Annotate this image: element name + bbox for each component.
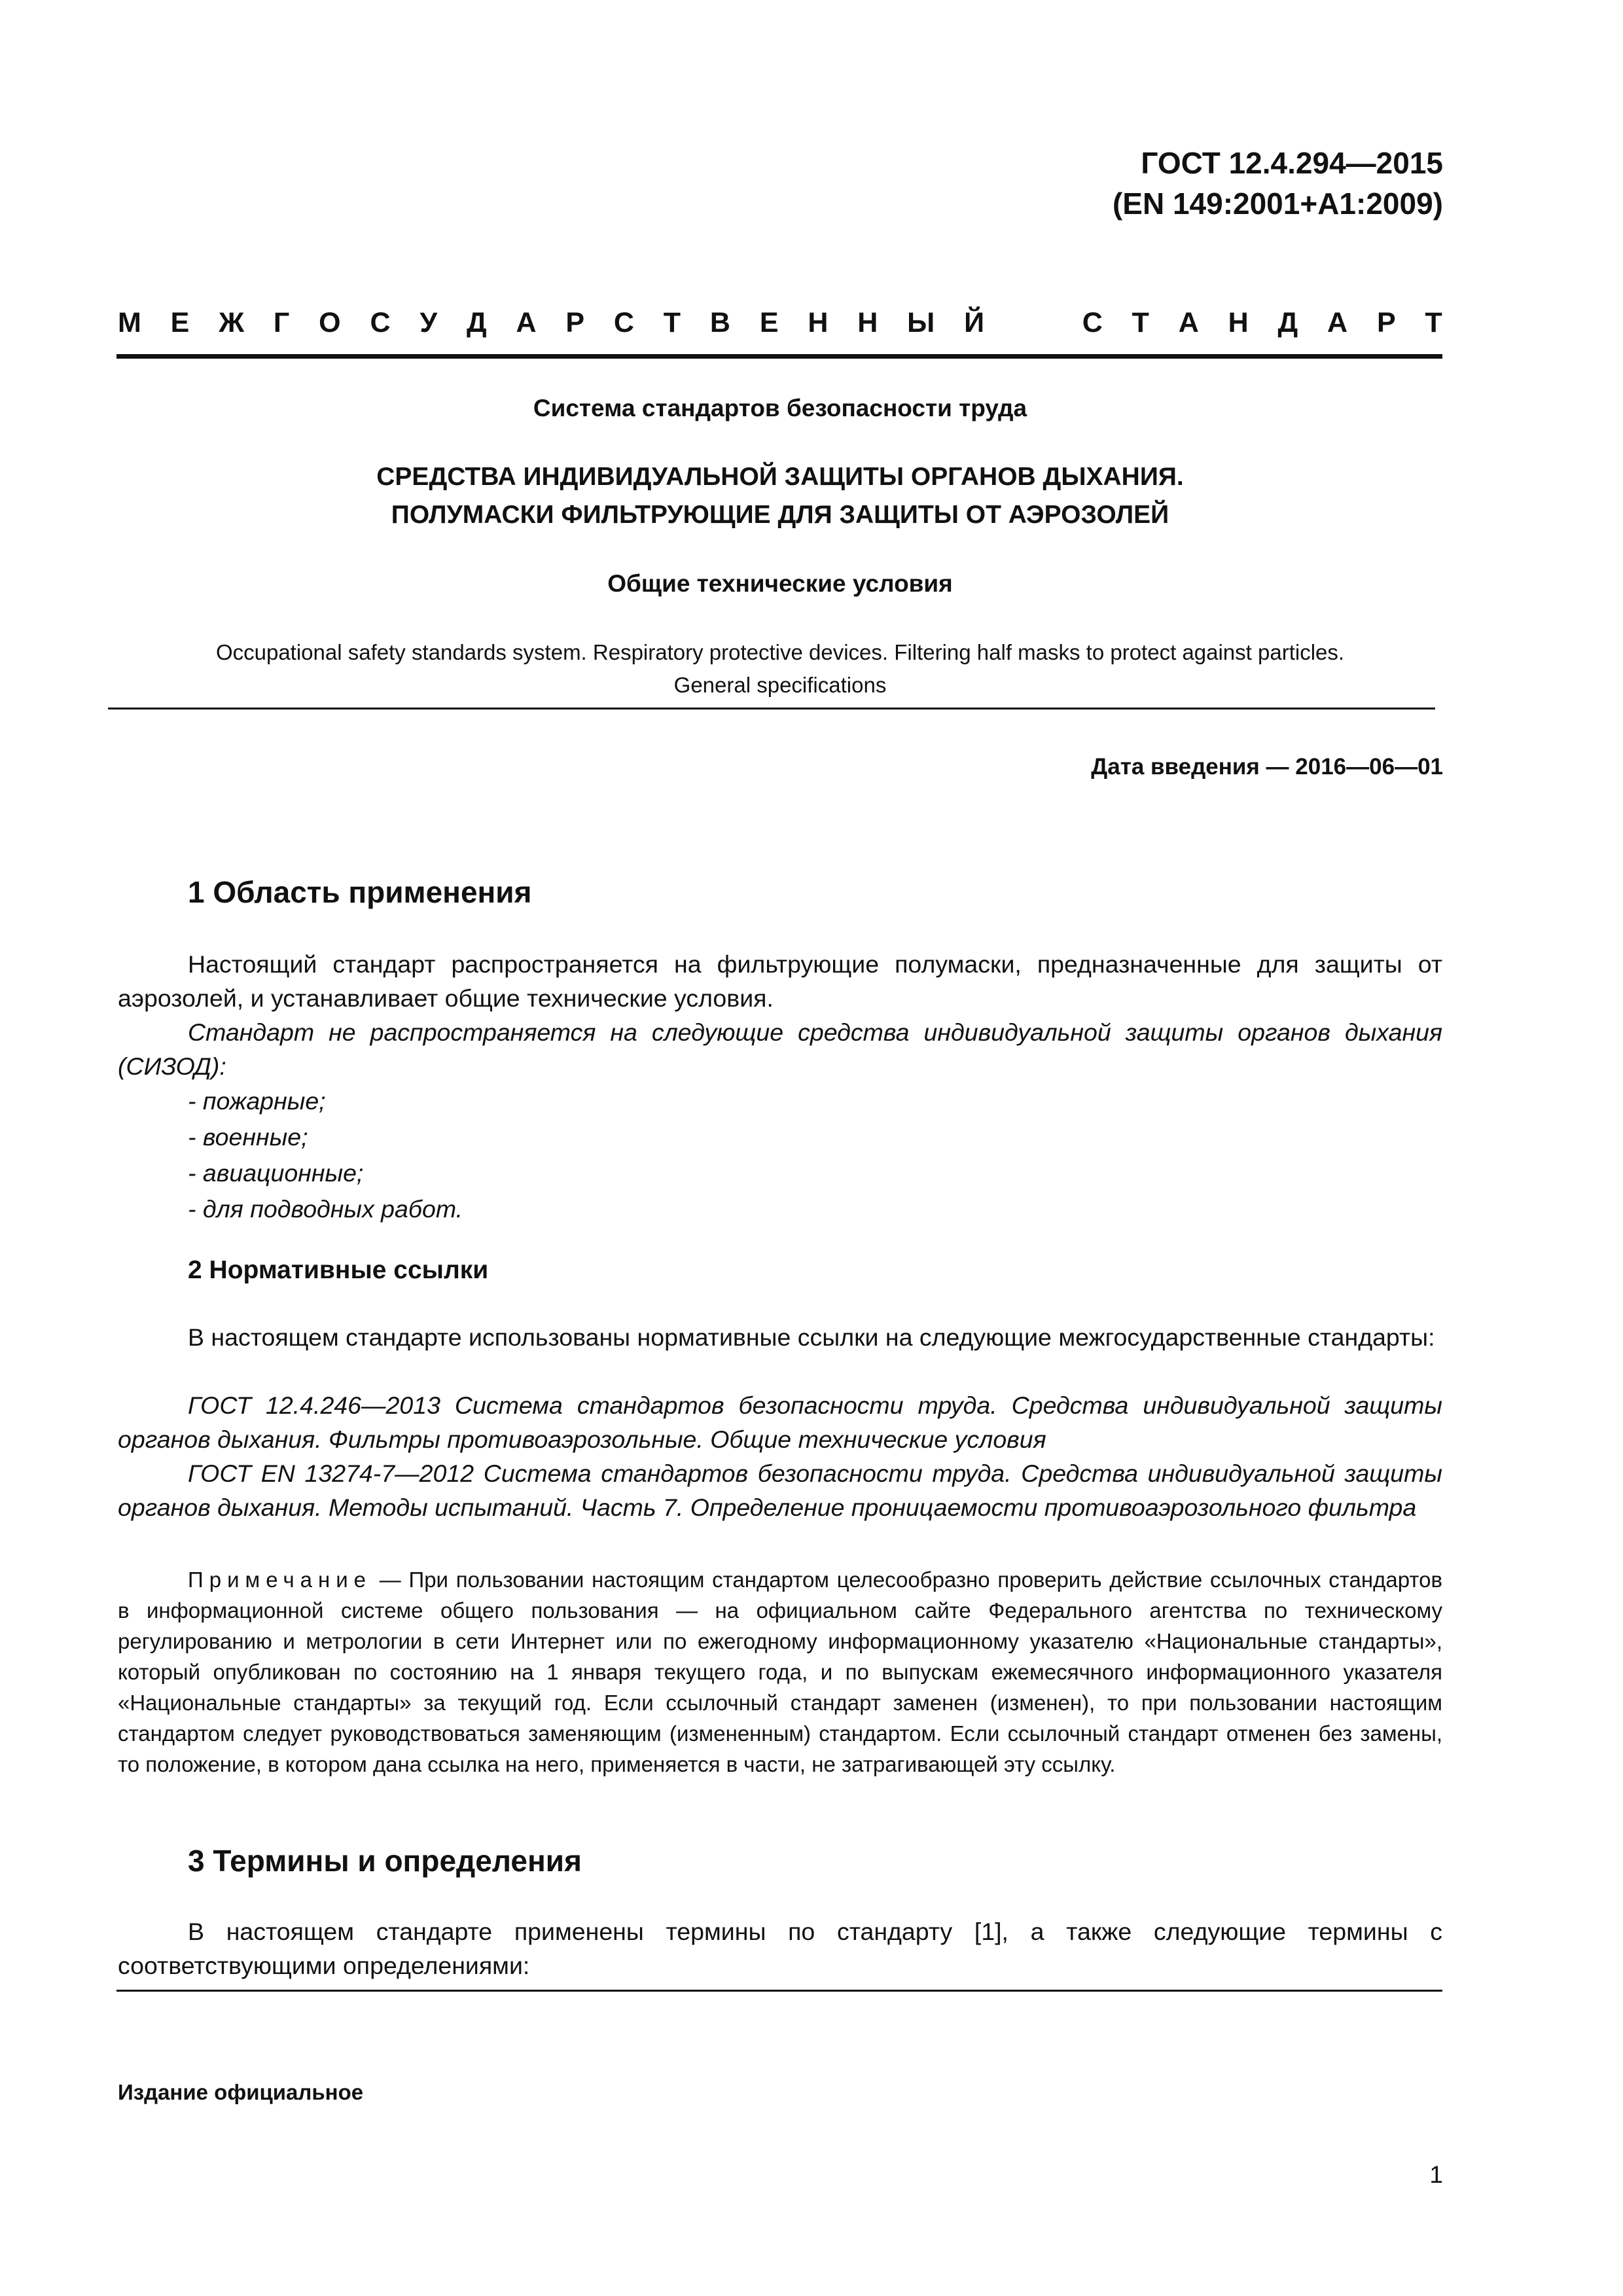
banner-letter: Е (170, 306, 190, 338)
banner-letter: Ы (907, 306, 935, 338)
banner-letter: Р (1376, 306, 1396, 338)
banner-letter: Д (466, 306, 487, 338)
list-item: - авиационные; (188, 1159, 364, 1187)
document-title (105, 458, 1455, 534)
document-designation (1113, 143, 1443, 224)
banner-letter: Й (964, 306, 985, 338)
paragraph-italic: Стандарт не распространяется на следующие средства индивидуальной защиты органов дыхания (СИЗОД): (118, 1018, 1442, 1080)
paragraph: Настоящий стандарт распространяется на фильтрующие полумаски, предназначенные для защиты от аэрозолей, и устанавливает общие технические условия. (118, 950, 1442, 1012)
note-label: Примечание (188, 1568, 372, 1592)
banner-rule (116, 354, 1442, 359)
banner-letter: Т (663, 306, 681, 338)
banner-letter: С (1082, 306, 1103, 338)
list-item: - для подводных работ. (188, 1195, 463, 1223)
banner-letter: С (370, 306, 391, 338)
note (118, 1564, 1442, 1780)
normative-reference: ГОСТ 12.4.246—2013 Система стандартов безопасности труда. Средства индивидуальной защиты органов дыхания. Фильтры противоаэрозольные. Общие технические условия (118, 1391, 1442, 1453)
section-heading: 3 Термины и определения (188, 1844, 582, 1878)
paragraph: В настоящем стандарте применены термины по стандарту [1], а также следующие термины с соответствующими определениями: (118, 1918, 1442, 1979)
banner-letter: О (319, 306, 341, 338)
paragraph: В настоящем стандарте использованы нормативные ссылки на следующие межгосударственные стандарты: (188, 1323, 1435, 1351)
list-item: - военные; (188, 1123, 308, 1151)
section-heading: 2 Нормативные ссылки (188, 1256, 489, 1284)
banner-letter: С (613, 306, 634, 338)
title-rule (108, 708, 1435, 709)
english-title-line: Occupational safety standards system. Respiratory protective devices. Filtering half masks to protect against particles. (215, 640, 1345, 664)
title-line: ПОЛУМАСКИ ФИЛЬТРУЮЩИЕ ДЛЯ ЗАЩИТЫ ОТ АЭРОЗОЛЕЙ (391, 501, 1169, 529)
english-title-line: General specifications (673, 673, 887, 697)
standards-series: Система стандартов безопасности труда (533, 395, 1027, 422)
banner-letter: Н (808, 306, 829, 338)
banner-letter: М (118, 306, 141, 338)
banner-letter: У (419, 306, 438, 338)
standard-number: ГОСТ 12.4.294—2015 (1141, 146, 1443, 180)
banner-letter: Н (1228, 306, 1249, 338)
page-number: 1 (1429, 2161, 1443, 2188)
banner-letter: В (709, 306, 730, 338)
normative-reference: ГОСТ EN 13274-7—2012 Система стандартов безопасности труда. Средства индивидуальной защиты органов дыхания. Методы испытаний. Часть 7. Определение проницаемости противоаэрозольного фильтра (118, 1460, 1442, 1521)
english-title (105, 636, 1455, 702)
exclusion-list (188, 1083, 463, 1227)
note-text: — При пользовании настоящим стандартом целесообразно проверить действие ссылочных стандартов в информационной системе общего пользования — на официальном сайте Федерального агентства по техническому регулированию и метрологии в сети Интернет или по ежегодному информационному указателю «Национальные стандарты», который опубликован по состоянию на 1 января текущего года, и по выпускам ежемесячного информационного указателя «Национальные стандарты» за текущий год. Если ссылочный стандарт заменен (изменен), то при пользовании настоящим стандартом следует руководствоваться заменяющим (измененным) стандартом. Если ссылочный стандарт отменен без замены, то положение, в котором дана ссылка на него, применяется в части, не затрагивающей эту ссылку. (118, 1568, 1442, 1776)
banner-letter: Ж (219, 306, 245, 338)
banner-letter: Д (1277, 306, 1298, 338)
footer-rule (116, 1990, 1442, 1992)
banner-letter: Т (1132, 306, 1149, 338)
interstate-standard-banner (118, 301, 1442, 344)
list-item: - пожарные; (188, 1087, 326, 1115)
section-heading: 1 Область применения (188, 875, 532, 909)
introduction-date: Дата введения — 2016—06—01 (1091, 754, 1443, 780)
banner-letter: А (1178, 306, 1199, 338)
document-subtitle: Общие технические условия (607, 570, 953, 597)
banner-letter: А (1327, 306, 1348, 338)
banner-letter: Р (565, 306, 585, 338)
banner-letter: Н (857, 306, 878, 338)
banner-letter: Е (759, 306, 779, 338)
banner-letter: Т (1425, 306, 1442, 338)
banner-letter: Г (273, 306, 290, 338)
banner-letter: А (516, 306, 537, 338)
official-edition-label: Издание официальное (118, 2080, 364, 2104)
equivalent-standard: (EN 149:2001+A1:2009) (1112, 187, 1443, 221)
title-line: СРЕДСТВА ИНДИВИДУАЛЬНОЙ ЗАЩИТЫ ОРГАНОВ ДЫХАНИЯ. (376, 463, 1184, 491)
